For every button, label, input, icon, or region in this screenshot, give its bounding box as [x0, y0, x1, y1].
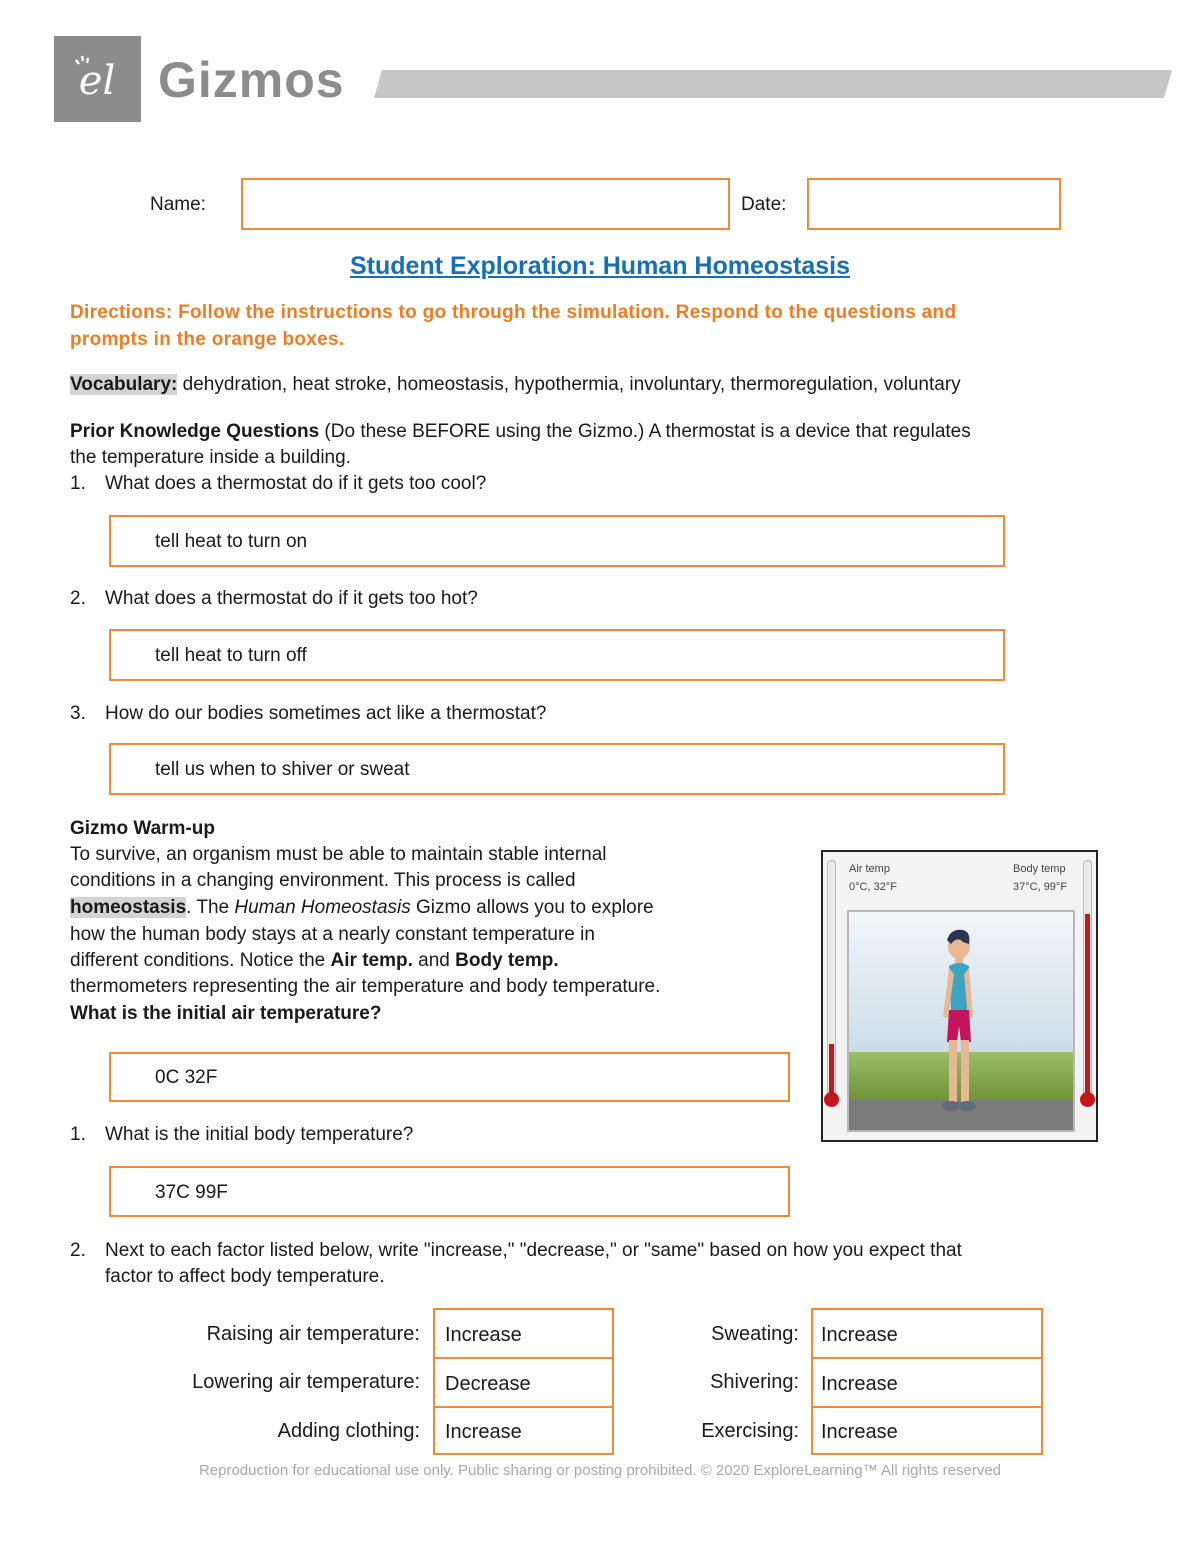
body-temp-label: Body temp [1013, 863, 1066, 875]
factor-label: Lowering air temperature: [192, 1371, 420, 1393]
question-text: What does a thermostat do if it gets too hot? [105, 588, 478, 609]
name-field[interactable] [241, 178, 730, 230]
factor-label: Sweating: [711, 1323, 799, 1345]
warmup-text: different conditions. Notice the [70, 950, 331, 971]
factor-answer-sweating[interactable] [811, 1308, 1043, 1359]
factor-label: Exercising: [701, 1420, 799, 1442]
footer-copyright: Reproduction for educational use only. Public sharing or posting prohibited. © 2020 ExploreLearning™ All rights reserved [198, 1462, 1002, 1479]
body-thermometer-fill [1085, 914, 1090, 1102]
svg-text:el: el [78, 58, 116, 104]
directions-line-1: Directions: Follow the instructions to go through the simulation. Respond to the questions and [70, 302, 957, 323]
warmup-line-4: how the human body stays at a nearly constant temperature in [70, 924, 595, 945]
question-text: Next to each factor listed below, write "increase," "decrease," or "same" based on how you expect that [105, 1240, 962, 1261]
answer-box[interactable] [109, 743, 1005, 795]
body-thermometer-bulb [1080, 1092, 1095, 1107]
gizmo-simulation-image [821, 850, 1098, 1142]
warmup-line-5 [70, 948, 559, 974]
air-thermometer-bulb [824, 1092, 839, 1107]
factor-label: Shivering: [710, 1371, 799, 1393]
warmup-text: Gizmo allows you to explore [410, 897, 654, 918]
directions-line-2: prompts in the orange boxes. [70, 329, 345, 350]
answer-text: tell heat to turn on [155, 531, 308, 552]
warmup-line-2: conditions in a changing environment. This process is called [70, 870, 576, 891]
answer-text: 37C 99F [155, 1182, 228, 1203]
factor-answer-exercising[interactable] [811, 1406, 1043, 1455]
vocabulary-label: Vocabulary: [70, 374, 178, 395]
name-label: Name: [150, 194, 206, 215]
warmup-line-1: To survive, an organism must be able to maintain stable internal [70, 844, 607, 865]
factor-answer-raising[interactable] [433, 1308, 614, 1359]
el-logo-icon [54, 36, 141, 122]
warmup-line-6: thermometers representing the air temperature and body temperature. [70, 976, 661, 997]
answer-box[interactable] [109, 515, 1005, 567]
warmup-line-3 [70, 895, 654, 921]
answer-text: tell us when to shiver or sweat [155, 759, 410, 780]
factor-value: Increase [445, 1324, 522, 1346]
question-number: 1. [70, 1124, 86, 1145]
factor-value: Increase [821, 1373, 898, 1395]
air-temp-term: Air temp. [330, 950, 413, 971]
question-text-2: factor to affect body temperature. [105, 1266, 385, 1287]
prior-knowledge-intro [70, 419, 971, 445]
prior-knowledge-heading: Prior Knowledge Questions [70, 421, 320, 442]
vocabulary-text: dehydration, heat stroke, homeostasis, hypothermia, involuntary, thermoregulation, voluntary [177, 374, 961, 395]
gizmos-wordmark: Gizmos [158, 52, 345, 108]
factor-answer-shivering[interactable] [811, 1357, 1043, 1408]
warmup-text: and [412, 950, 456, 971]
question-number: 3. [70, 703, 86, 724]
gizmo-name: Human Homeostasis [234, 897, 411, 918]
body-temp-answer-box[interactable] [109, 1166, 790, 1217]
question-text: What does a thermostat do if it gets too cool? [105, 473, 487, 494]
factor-value: Increase [821, 1324, 898, 1346]
homeostasis-term: homeostasis [70, 897, 187, 918]
question-text: What is the initial body temperature? [105, 1124, 414, 1145]
question-number: 2. [70, 1240, 86, 1261]
prior-intro-1: (Do these BEFORE using the Gizmo.) A thermostat is a device that regulates [319, 421, 971, 442]
factor-value: Decrease [445, 1373, 531, 1395]
explorelearning-logo [54, 36, 141, 122]
factor-label: Raising air temperature: [206, 1323, 420, 1345]
question-number: 1. [70, 473, 86, 494]
date-label: Date: [741, 194, 787, 215]
warmup-question: What is the initial air temperature? [70, 1003, 382, 1024]
header-bar [374, 70, 1172, 98]
prior-intro-2: the temperature inside a building. [70, 447, 351, 468]
air-temp-answer-box[interactable] [109, 1052, 790, 1102]
factor-answer-lowering[interactable] [433, 1357, 614, 1408]
answer-text: tell heat to turn off [155, 645, 307, 666]
air-temp-value: 0°C, 32°F [849, 881, 897, 893]
answer-box[interactable] [109, 629, 1005, 681]
question-number: 2. [70, 588, 86, 609]
person-figure [929, 922, 989, 1127]
vocabulary [70, 372, 961, 398]
body-temp-value: 37°C, 99°F [1013, 881, 1068, 893]
question-text: How do our bodies sometimes act like a thermostat? [105, 703, 547, 724]
factor-value: Increase [821, 1421, 898, 1443]
air-temp-label: Air temp [849, 863, 890, 875]
date-field[interactable] [807, 178, 1061, 230]
factor-answer-clothing[interactable] [433, 1406, 614, 1455]
scene [847, 910, 1075, 1132]
warmup-heading: Gizmo Warm-up [70, 818, 215, 839]
page-title: Student Exploration: Human Homeostasis [349, 252, 851, 280]
body-temp-term: Body temp. [455, 950, 559, 971]
answer-text: 0C 32F [155, 1067, 218, 1088]
factor-value: Increase [445, 1421, 522, 1443]
factor-label: Adding clothing: [277, 1420, 420, 1442]
warmup-text: . The [186, 897, 235, 918]
